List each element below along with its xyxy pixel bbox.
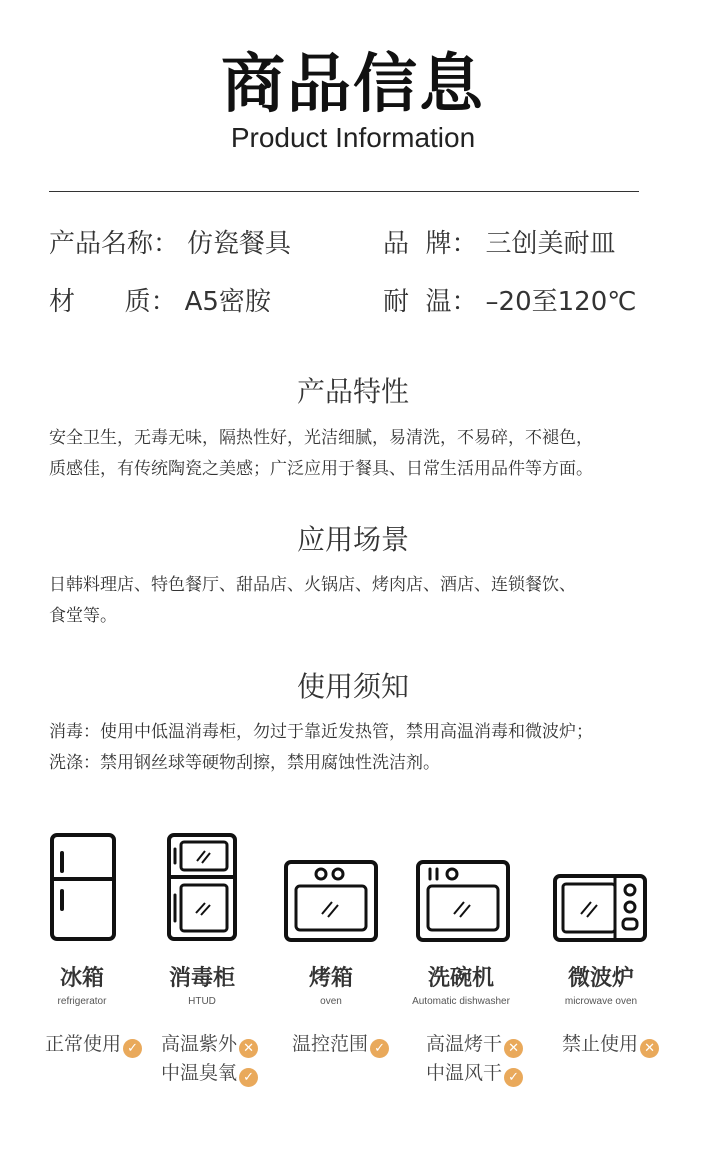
check-icon: ✓: [123, 1039, 142, 1058]
usage-text: 高温烤干: [426, 1033, 503, 1055]
usage-text: 高温紫外: [161, 1033, 238, 1055]
temperature-value: –20至120℃: [485, 287, 637, 317]
info-row-1: [0, 222, 706, 266]
cross-icon: ✕: [640, 1039, 659, 1058]
product-name-value: 仿瓷餐具: [187, 229, 292, 259]
material: [49, 280, 271, 324]
usage-text: 正常使用: [45, 1033, 122, 1055]
divider: [49, 191, 639, 192]
brand-label: 品 牌：: [383, 229, 478, 259]
check-icon: ✓: [504, 1068, 523, 1087]
notice-line: 消毒：使用中低温消毒柜，勿过于靠近发热管，禁用高温消毒和微波炉；: [49, 722, 593, 742]
temperature: [383, 280, 636, 324]
appliance-oven: [266, 830, 396, 1100]
refrigerator-icon: [17, 830, 147, 945]
appliance-name-en: oven: [320, 996, 342, 1007]
temperature-label: 耐 温：: [383, 287, 478, 317]
check-icon: ✓: [370, 1039, 389, 1058]
features-title: 产品特性: [296, 375, 409, 408]
appliance-name: 冰箱: [59, 966, 104, 991]
info-row-2: [0, 280, 706, 324]
usage-text: 温控范围: [292, 1033, 369, 1055]
brand: [383, 222, 616, 266]
cross-icon: ✕: [504, 1039, 523, 1058]
appliance-name: 微波炉: [567, 966, 634, 991]
usage-status: [562, 1030, 706, 1058]
features-text: [49, 423, 659, 485]
appliance-microwave: [536, 830, 666, 1100]
usage-text: 中温臭氧: [161, 1062, 238, 1084]
appliance-name-en: Automatic dishwasher: [412, 996, 510, 1007]
notice-title: 使用须知: [296, 670, 409, 703]
scenes-line: 食堂等。: [49, 606, 117, 626]
appliance-name: 洗碗机: [427, 966, 494, 991]
material-label: 材 质：: [49, 287, 177, 317]
check-icon: ✓: [239, 1068, 258, 1087]
usage-text: 禁止使用: [562, 1033, 639, 1055]
product-name-label: 产品名称：: [49, 229, 180, 259]
scenes-title: 应用场景: [296, 523, 409, 556]
appliance-name-en: HTUD: [188, 996, 216, 1007]
features-line: 质感佳，有传统陶瓷之美感；广泛应用于餐具、日常生活用品件等方面。: [49, 459, 593, 479]
appliance-name-en: refrigerator: [57, 996, 107, 1007]
usage-text: 中温风干: [426, 1062, 503, 1084]
appliance-name: 消毒柜: [168, 966, 235, 991]
cross-icon: ✕: [239, 1039, 258, 1058]
appliance-name-en: microwave oven: [564, 996, 638, 1007]
microwave-icon: [536, 830, 666, 945]
appliance-sterilizer: [137, 830, 267, 1100]
page-title: 商品信息: [221, 48, 485, 122]
dishwasher-icon: [396, 830, 526, 945]
appliance-dishwasher: [396, 830, 526, 1100]
page-subtitle: Product Information: [230, 122, 476, 153]
product-name: [49, 222, 291, 266]
features-line: 安全卫生，无毒无味，隔热性好，光洁细腻，易清洗，不易碎，不褪色，: [49, 428, 593, 448]
scenes-text: [49, 570, 659, 632]
sterilizer-cabinet-icon: [137, 830, 267, 945]
appliance-refrigerator: [17, 830, 147, 1100]
appliance-name: 烤箱: [308, 966, 353, 991]
scenes-line: 日韩料理店、特色餐厅、甜品店、火锅店、烤肉店、酒店、连锁餐饮、: [49, 575, 576, 595]
brand-value: 三创美耐皿: [485, 229, 616, 259]
oven-icon: [266, 830, 396, 945]
material-value: A5密胺: [184, 287, 271, 317]
notice-line: 洗涤：禁用钢丝球等硬物刮擦，禁用腐蚀性洗洁剂。: [49, 753, 440, 773]
notice-text: [49, 717, 659, 779]
